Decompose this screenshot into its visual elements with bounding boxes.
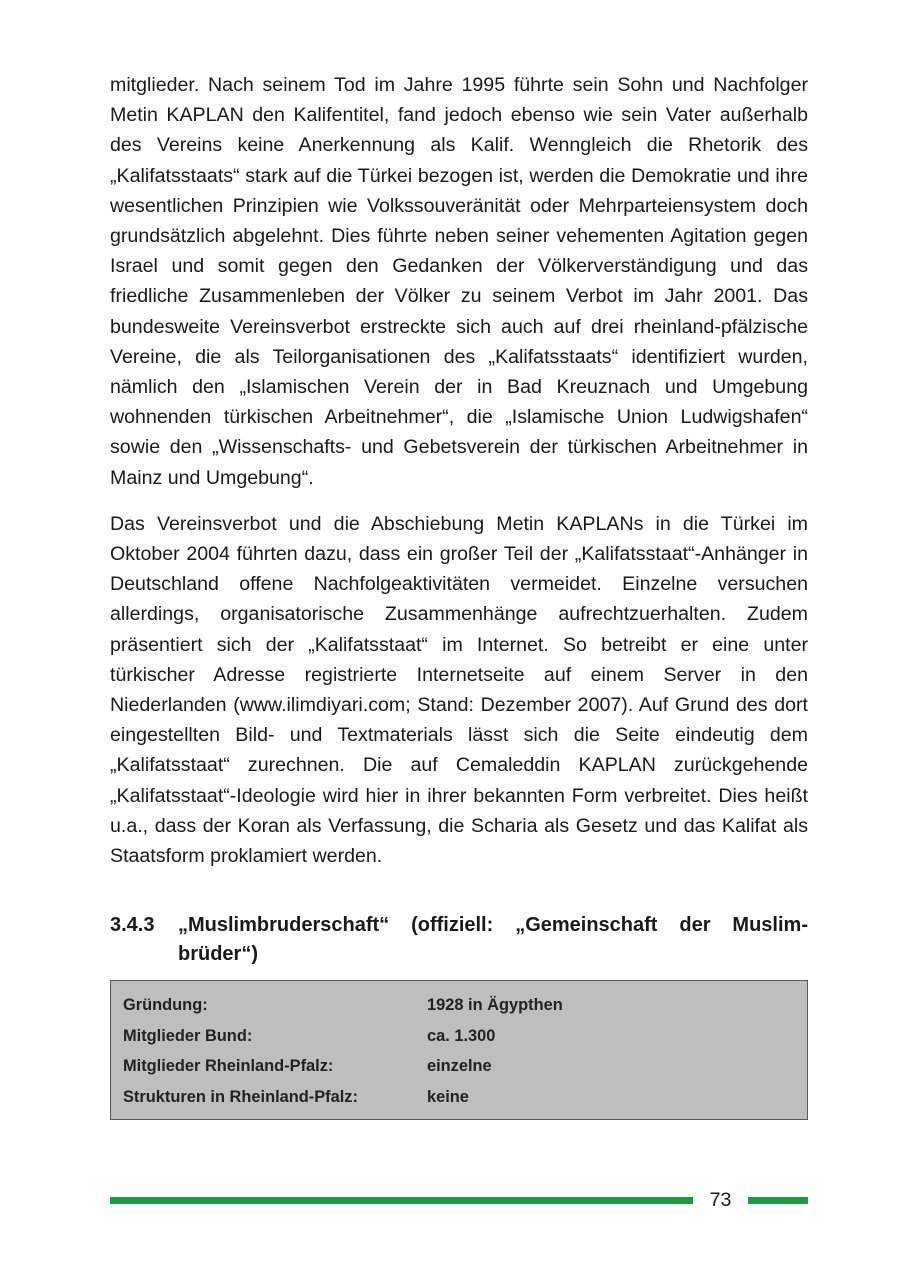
fact-label: Gründung: <box>123 996 208 1015</box>
fact-box <box>110 980 808 1120</box>
fact-value: einzelne <box>427 1057 492 1076</box>
page-content <box>110 70 808 1120</box>
fact-label: Mitglieder Rheinland-Pfalz: <box>123 1057 334 1076</box>
fact-label: Strukturen in Rheinland-Pfalz: <box>123 1087 358 1106</box>
section-title: „Muslimbruderschaft“ (offiziell: „Gemeinschaft der Muslimbrüder“) <box>178 914 808 966</box>
fact-label: Mitglieder Bund: <box>123 1026 253 1045</box>
page-footer <box>110 1186 808 1216</box>
footer-bar-left <box>110 1197 693 1204</box>
fact-value: keine <box>427 1087 469 1106</box>
section-heading <box>110 911 808 969</box>
body-paragraph: Das Vereinsverbot und die Abschiebung Metin KAPLANs in die Türkei im Oktober 2004 führten dazu, dass ein großer Teil der „Kalifatsstaat“-Anhänger in Deutschland offene Nachfolgeaktivitäten vermeidet. Einzelne versuchen allerdings, organisatorische Zusammenhänge aufrechtzuerhalten. Zudem präsentiert sich der „Kalifatsstaat“ im Internet. So betreibt er eine unter türkischer Adresse registrierte Internetseite auf einem Server in den Niederlanden (www.ilimdiyari.com; Stand: Dezember 2007). Auf Grund des dort eingestellten Bild- und Textmaterials lässt sich die Seite eindeutig dem „Kalifatsstaat“ zurechnen. Die auf Cemaleddin KAPLAN zurückgehende „Kalifatsstaat“-Ideologie wird hier in ihrer bekannten Form verbreitet. Dies heißt u.a., dass der Koran als Verfassung, die Scharia als Gesetz und das Kalifat als Staatsform proklamiert werden. <box>110 512 808 868</box>
fact-value: 1928 in Ägypthen <box>427 996 563 1015</box>
fact-value: ca. 1.300 <box>427 1026 496 1045</box>
section-number: 3.4.3 <box>110 914 155 937</box>
footer-bar-right <box>748 1197 808 1204</box>
page-number: 73 <box>709 1189 732 1211</box>
body-paragraph: mitglieder. Nach seinem Tod im Jahre 1995 führte sein Sohn und Nachfolger Metin KAPLAN den Kalifentitel, fand jedoch ebenso wie sein Vater außerhalb des Vereins keine Anerkennung als Kalif. Wenngleich die Rhetorik des „Kalifatsstaats“ stark auf die Türkei bezogen ist, werden die Demokratie und ihre wesentlichen Prinzipien wie Volkssouveränität oder Mehrparteiensystem doch grundsätzlich abgelehnt. Dies führte neben seiner vehementen Agitation gegen Israel und somit gegen den Gedanken der Völkerverständigung und das friedliche Zusammenleben der Völker zu seinem Verbot im Jahr 2001. Das bundesweite Vereinsverbot erstreckte sich auch auf drei rheinland-pfälzische Vereine, die als Teilorganisationen des „Kalifatsstaats“ identifiziert wurden, nämlich den „Islamischen Verein der in Bad Kreuznach und Umgebung wohnenden türkischen Arbeitnehmer“, die „Islamische Union Ludwigshafen“ sowie den „Wissenschafts- und Gebetsverein der türkischen Arbeitnehmer in Mainz und Umgebung“. <box>110 74 808 489</box>
fact-row <box>123 1082 795 1113</box>
fact-row <box>123 990 795 1021</box>
fact-row <box>123 1051 795 1082</box>
fact-row <box>123 1021 795 1052</box>
